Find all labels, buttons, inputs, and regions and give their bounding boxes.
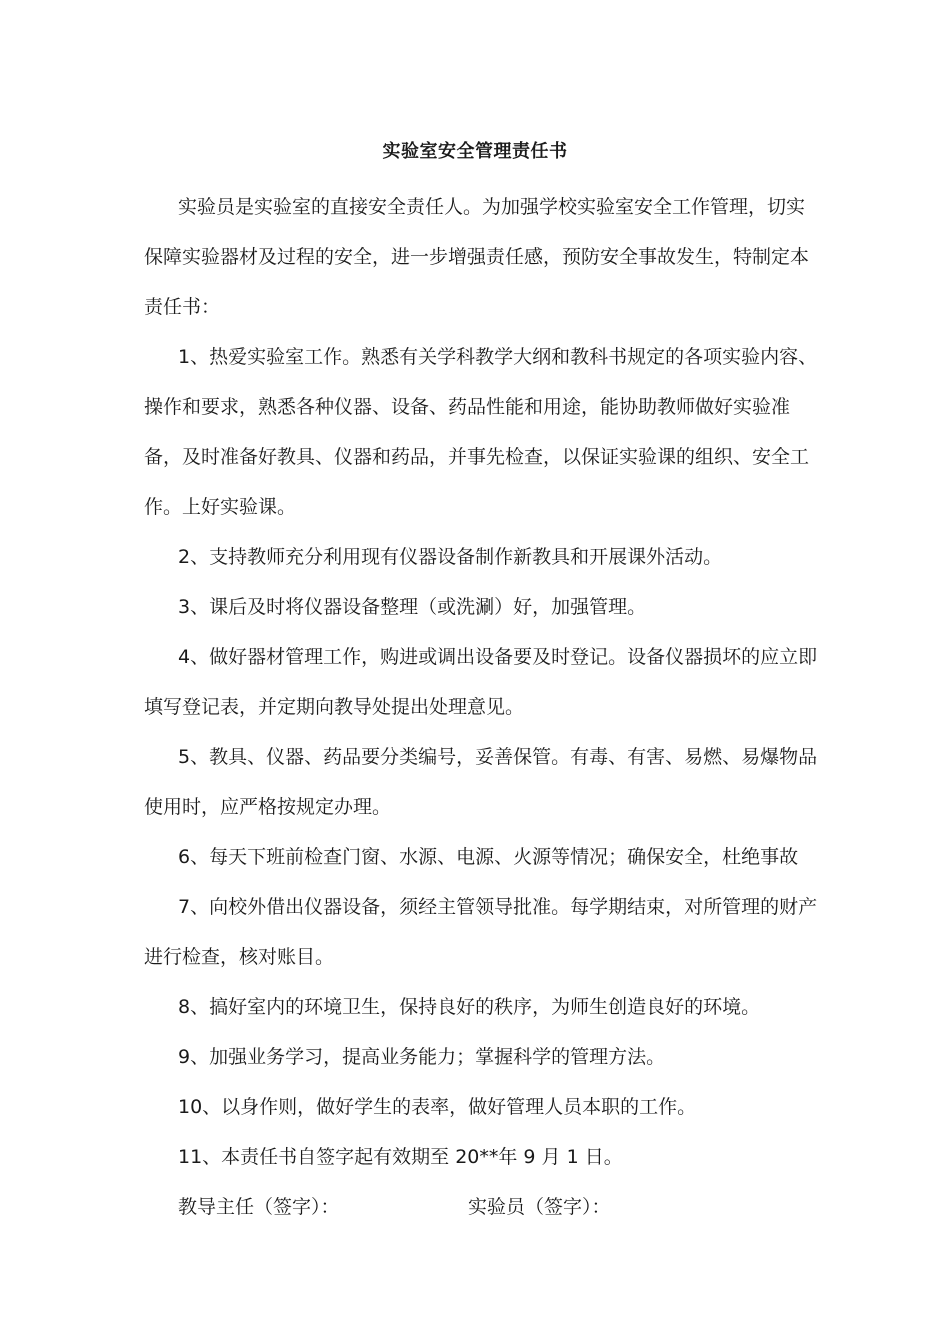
document-body [144,182,819,1232]
item-5: 5、教具、仪器、药品要分类编号，妥善保管。有毒、有害、易燃、易爆物品使用时，应严格按规定办理。 [144,746,818,818]
document-title: 实验室安全管理责任书 [382,141,568,162]
item-7: 7、向校外借出仪器设备，须经主管领导批准。每学期结束，对所管理的财产进行检查，核对账目。 [144,896,818,968]
item-3: 3、课后及时将仪器设备整理（或洗涮）好，加强管理。 [178,596,647,618]
item-6: 6、每天下班前检查门窗、水源、电源、火源等情况；确保安全，杜绝事故 [178,846,799,868]
item-10: 10、以身作则，做好学生的表率，做好管理人员本职的工作。 [178,1096,697,1118]
item-1: 1、热爱实验室工作。熟悉有关学科教学大纲和教科书规定的各项实验内容、操作和要求，熟悉各种仪器、设备、药品性能和用途，能协助教师做好实验准备，及时准备好教具、仪器和药品，并事先检查，以保证实验课的组织、安全工作。上好实验课。 [144,346,818,518]
lab-staff-signature-label: 实验员（签字）： [468,1196,611,1218]
intro-paragraph: 实验员是实验室的直接安全责任人。为加强学校实验室安全工作管理，切实保障实验器材及过程的安全，进一步增强责任感，预防安全事故发生，特制定本责任书： [144,196,810,318]
signature-row [144,1182,819,1232]
item-2: 2、支持教师充分利用现有仪器设备制作新教具和开展课外活动。 [178,546,723,568]
item-8: 8、搞好室内的环境卫生，保持良好的秩序，为师生创造良好的环境。 [178,996,761,1018]
item-9: 9、加强业务学习，提高业务能力；掌握科学的管理方法。 [178,1046,666,1068]
director-signature-label: 教导主任（签字）： [178,1196,340,1218]
item-11: 11、本责任书自签字起有效期至 20**年 9 月 1 日。 [178,1146,623,1168]
item-4: 4、做好器材管理工作，购进或调出设备要及时登记。设备仪器损坏的应立即填写登记表，并定期向教导处提出处理意见。 [144,646,818,718]
